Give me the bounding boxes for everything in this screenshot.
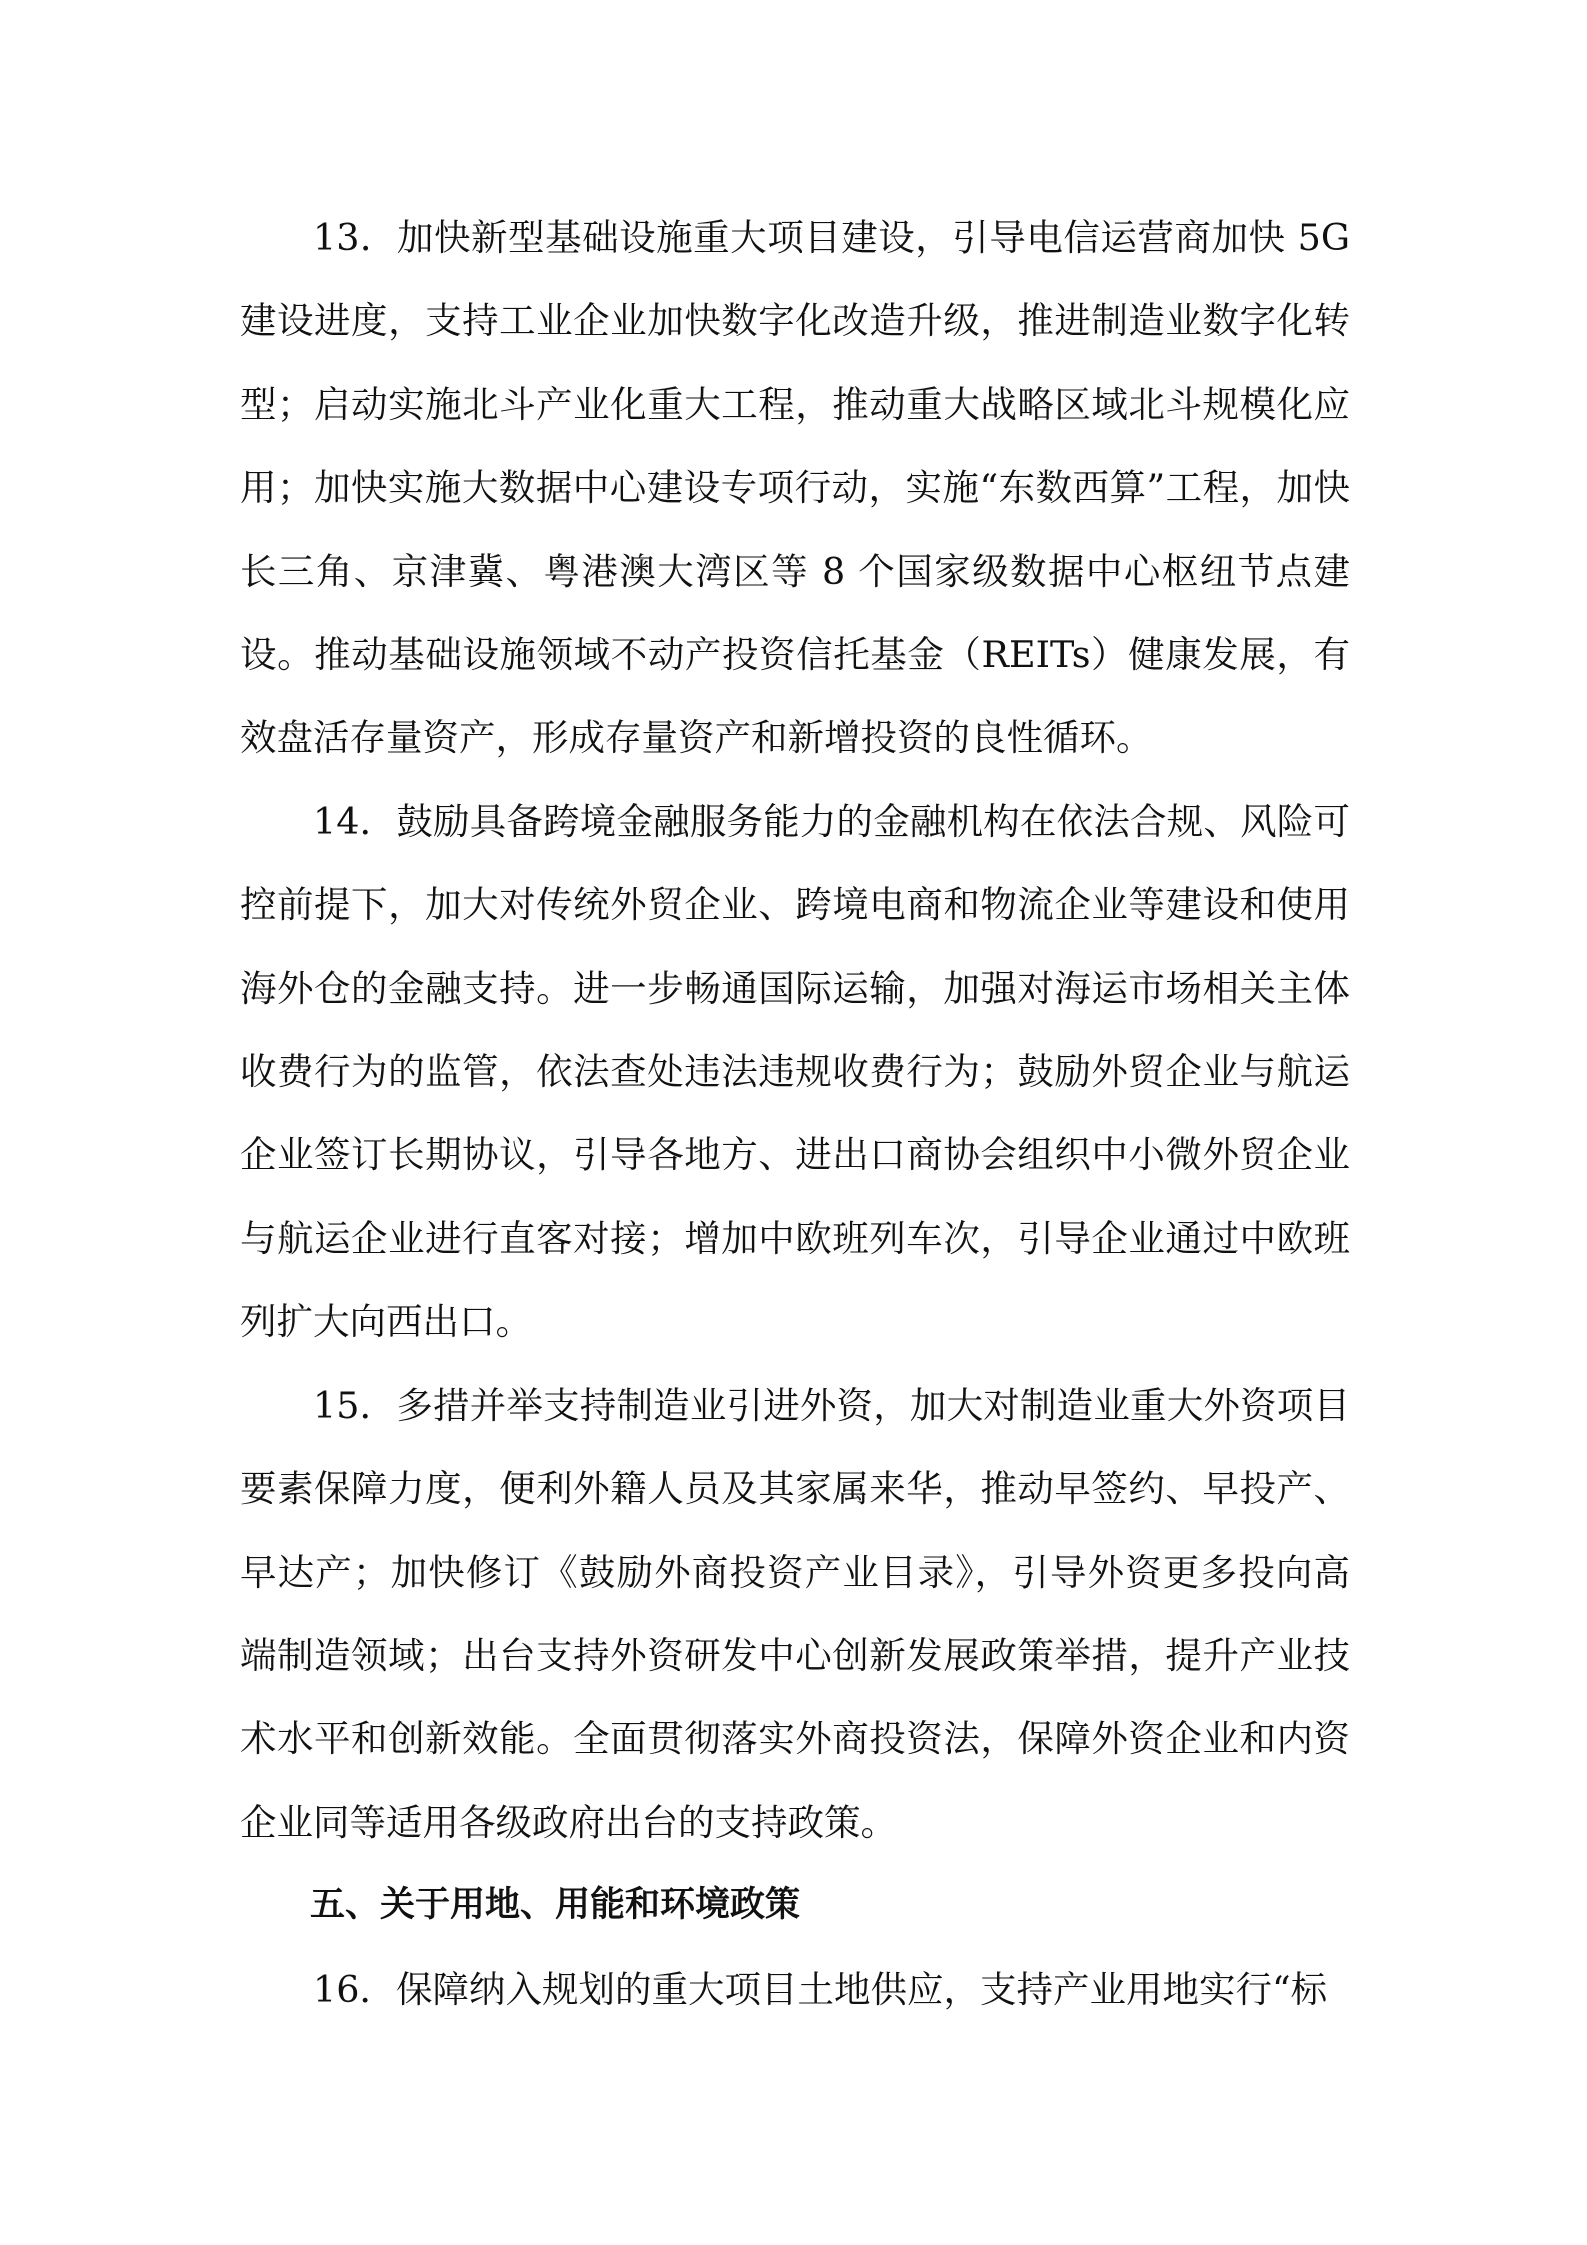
section-heading-five: 五、关于用地、用能和环境政策 [310, 1885, 801, 1926]
document-body [240, 196, 1350, 2031]
paragraph-13: 13．加快新型基础设施重大项目建设，引导电信运营商加快 5G 建设进度，支持工业企业加快数字化改造升级，推进制造业数字化转型；启动实施北斗产业化重大工程，推动重大战略区域北斗规模化应用；加快实施大数据中心建设专项行动，实施“东数西算”工程，加快长三角、京津冀、粤港澳大湾区等 8 个国家级数据中心枢纽节点建设。推动基础设施领域不动产投资信托基金（REITs）健康发展，有效盘活存量资产，形成存量资产和新增投资的良性循环。 [240, 216, 1350, 760]
paragraph-16: 16．保障纳入规划的重大项目土地供应，支持产业用地实行“标 [313, 1967, 1328, 2011]
paragraph-15: 15．多措并举支持制造业引进外资，加大对制造业重大外资项目要素保障力度，便利外籍人员及其家属来华，推动早签约、早投产、早达产；加快修订《鼓励外商投资产业目录》，引导外资更多投向高端制造领域；出台支持外资研发中心创新发展政策举措，提升产业技术水平和创新效能。全面贯彻落实外商投资法，保障外资企业和内资企业同等适用各级政府出台的支持政策。 [240, 1383, 1350, 1844]
paragraph-14: 14．鼓励具备跨境金融服务能力的金融机构在依法合规、风险可控前提下，加大对传统外贸企业、跨境电商和物流企业等建设和使用海外仓的金融支持。进一步畅通国际运输，加强对海运市场相关主体收费行为的监管，依法查处违法违规收费行为；鼓励外贸企业与航运企业签订长期协议，引导各地方、进出口商协会组织中小微外贸企业与航运企业进行直客对接；增加中欧班列车次，引导企业通过中欧班列扩大向西出口。 [240, 799, 1350, 1344]
